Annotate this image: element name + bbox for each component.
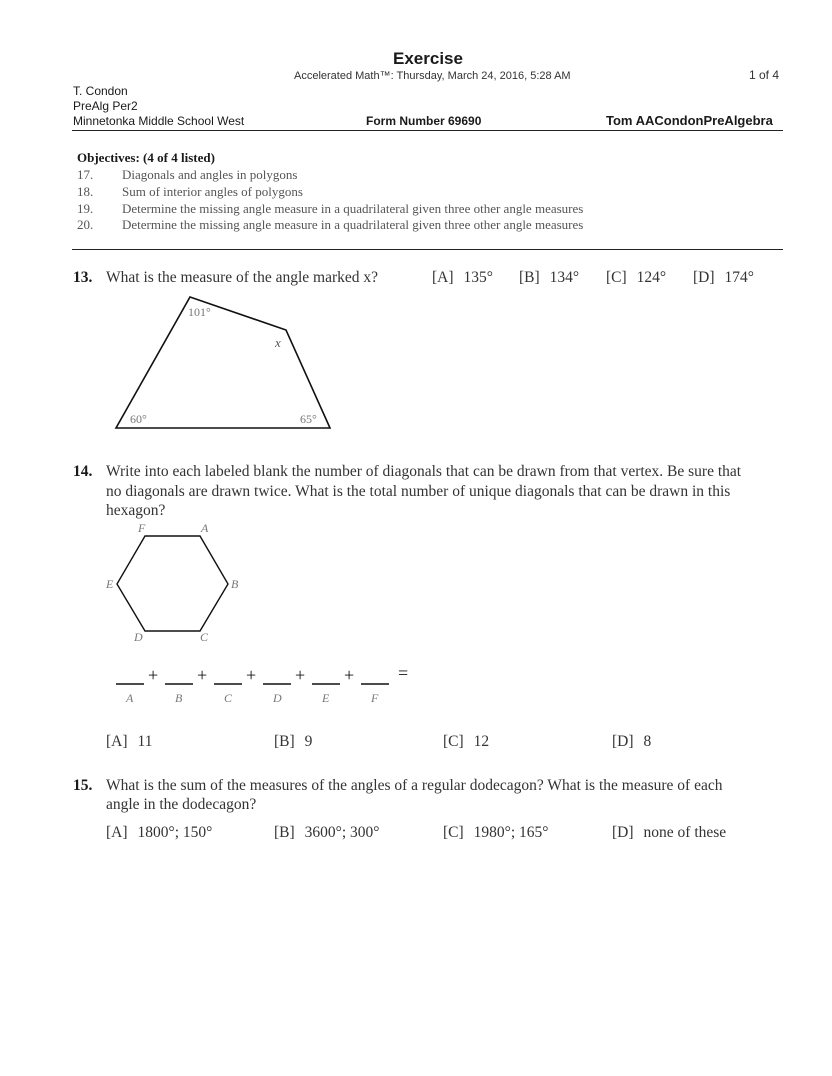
blank-label: B (175, 691, 183, 705)
objectives-heading: Objectives: (4 of 4 listed) (77, 150, 215, 165)
page-subtitle: Accelerated Math™: Thursday, March 24, 2016, 5:28 AM (294, 70, 571, 82)
question-14-line-2: no diagonals are drawn twice. What is the total number of unique diagonals that can be drawn in this (106, 483, 731, 500)
question-13-number: 13. (73, 269, 93, 286)
vertex-label-f: F (138, 521, 146, 535)
teacher-name: T. Condon (73, 84, 128, 98)
blank-label: D (273, 691, 282, 705)
vertex-label-e: E (106, 577, 114, 591)
q13-choice-b[interactable]: [B] 134° (519, 269, 580, 286)
quadrilateral-shape (116, 297, 330, 428)
q14-choice-a[interactable]: [A] 11 (106, 733, 153, 750)
q14-choice-c[interactable]: [C] 12 (443, 733, 490, 750)
objective-item: 18. Sum of interior angles of polygons (77, 184, 303, 199)
question-15-line-1: What is the sum of the measures of the angles of a regular dodecagon? What is the measure of each (106, 777, 723, 794)
page-title: Exercise (393, 49, 463, 68)
angle-label-top: 101° (188, 305, 211, 319)
question-15-line-2: angle in the dodecagon? (106, 796, 257, 813)
equals-sign: = (398, 663, 409, 683)
question-14-number: 14. (73, 463, 93, 480)
question-15-number: 15. (73, 777, 93, 794)
plus-sign: + (246, 665, 257, 685)
objective-item: 20. Determine the missing angle measure in a quadrilateral given three other angle measures (77, 217, 584, 232)
objective-item: 19. Determine the missing angle measure in a quadrilateral given three other angle measures (77, 201, 584, 216)
plus-sign: + (197, 665, 208, 685)
q15-choice-a[interactable]: [A] 1800°; 150° (106, 824, 213, 841)
angle-label-x: x (275, 335, 281, 350)
plus-sign: + (148, 665, 159, 685)
question-14-line-3: hexagon? (106, 502, 166, 519)
q13-choice-c[interactable]: [C] 124° (606, 269, 667, 286)
question-13-text: What is the measure of the angle marked x? (106, 269, 378, 286)
objective-item: 17. Diagonals and angles in polygons (77, 167, 298, 182)
q15-choice-b[interactable]: [B] 3600°; 300° (274, 824, 380, 841)
vertex-label-c: C (200, 630, 209, 644)
plus-sign: + (295, 665, 306, 685)
class-name: PreAlg Per2 (73, 99, 138, 113)
q15-choice-c[interactable]: [C] 1980°; 165° (443, 824, 549, 841)
vertex-label-a: A (201, 521, 209, 535)
student-name: Tom AACondonPreAlgebra (606, 113, 773, 128)
plus-sign: + (344, 665, 355, 685)
page-indicator: 1 of 4 (749, 68, 780, 82)
q15-choice-d[interactable]: [D] none of these (612, 824, 727, 841)
form-number: Form Number 69690 (366, 114, 482, 128)
blank-label: F (371, 691, 379, 705)
blank-label: E (322, 691, 330, 705)
school-name: Minnetonka Middle School West (73, 114, 245, 128)
question-14-line-1: Write into each labeled blank the number of diagonals that can be drawn from that vertex. Be sure that (106, 463, 742, 480)
vertex-label-d: D (134, 630, 143, 644)
blank-label: C (224, 691, 233, 705)
q13-choice-d[interactable]: [D] 174° (693, 269, 754, 286)
q14-choice-d[interactable]: [D] 8 (612, 733, 652, 750)
angle-label-bottom-right: 65° (300, 412, 317, 426)
blank-label: A (126, 691, 134, 705)
q13-choice-a[interactable]: [A] 135° (432, 269, 493, 286)
hexagon-shape (117, 536, 228, 631)
angle-label-bottom-left: 60° (130, 412, 147, 426)
vertex-label-b: B (231, 577, 239, 591)
q14-choice-b[interactable]: [B] 9 (274, 733, 313, 750)
